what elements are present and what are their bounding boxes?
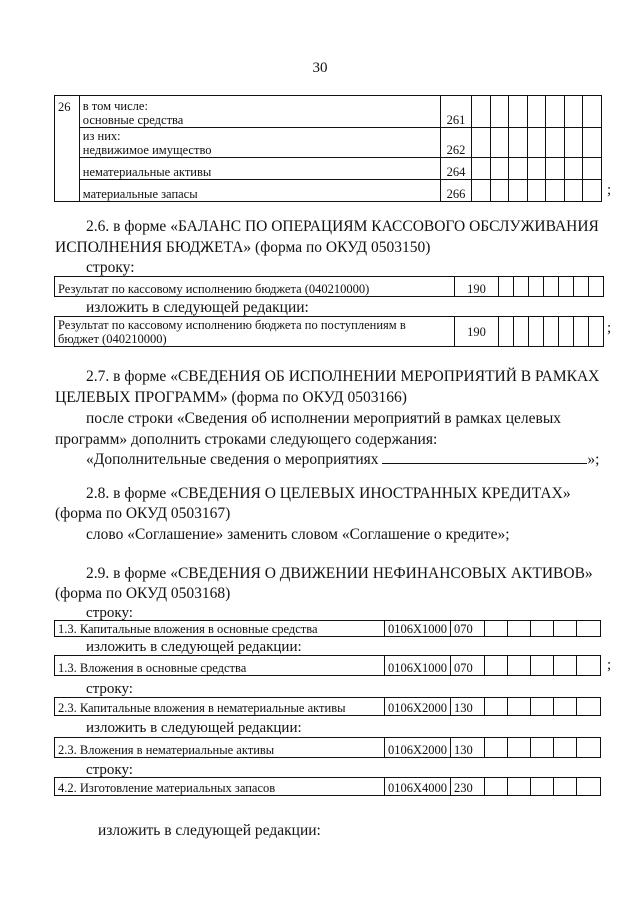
section-2-8-body: слово «Соглашение» заменить словом «Соглашение о кредите»; (86, 526, 510, 543)
row-label-main: основные средства (82, 113, 184, 127)
row-label-prefix: из них: (82, 129, 121, 143)
row-label-line: бюджет (040210000) (58, 332, 167, 346)
izlozhit-label: изложить в следующей редакции: (86, 639, 302, 655)
row-code: 261 (440, 96, 471, 128)
section-2-7-body: после строки «Сведения об исполнении мероприятий в рамках целевых (86, 410, 561, 427)
section-2-9-heading-cont: (форма по ОКУД 0503168) (55, 585, 231, 602)
section-2-7-heading: 2.7. в форме «СВЕДЕНИЯ ОБ ИСПОЛНЕНИИ МЕРОПРИЯТИЙ В РАМКАХ (86, 368, 600, 385)
row-code1: 0106Х2000 (385, 698, 451, 716)
row-label-main: недвижимое имущество (82, 143, 212, 157)
end-mark: ; (607, 182, 612, 198)
row-label (55, 317, 455, 347)
izlozhit-label: изложить в следующей редакции: (86, 299, 309, 316)
row-label: 1.3. Капитальные вложения в основные средства (55, 621, 385, 637)
s29-row-5 (54, 777, 601, 796)
row-code: 266 (440, 180, 471, 202)
section-2-8-heading: 2.8. в форме «СВЕДЕНИЯ О ЦЕЛЕВЫХ ИНОСТРАННЫХ КРЕДИТАХ» (86, 485, 571, 502)
section-2-7-heading-cont: ЦЕЛЕВЫХ ПРОГРАММ» (форма по ОКУД 0503166) (55, 389, 407, 406)
s26-old-row (54, 276, 604, 297)
top-table (54, 95, 602, 202)
s29-row-2 (54, 655, 601, 676)
row-code: 262 (440, 128, 471, 158)
s29-row-4 (54, 737, 601, 758)
row-code: 264 (440, 158, 471, 180)
stroku-label: строку: (86, 762, 133, 778)
table-row-label (79, 128, 440, 158)
section-2-6-heading: 2.6. в форме «БАЛАНС ПО ОПЕРАЦИЯМ КАССОВОГО ОБСЛУЖИВАНИЯ (86, 218, 599, 235)
section-2-7-quote (86, 449, 599, 470)
page-number: 30 (312, 60, 328, 76)
table-row-label: нематериальные активы (79, 158, 440, 180)
section-2-8-heading-cont: (форма по ОКУД 0503167) (55, 505, 231, 522)
stroku-label: строку: (86, 605, 133, 621)
blank-line (382, 449, 587, 464)
row-label: 1.3. Вложения в основные средства (55, 656, 385, 676)
stroku-label: строку: (86, 681, 133, 697)
table-row-label (79, 96, 440, 128)
end-mark: ; (607, 320, 612, 336)
s26-new-row (54, 316, 604, 347)
row-code2: 070 (451, 621, 485, 637)
row-code1: 0106Х1000 (385, 656, 451, 676)
row-label-prefix: в том числе: (82, 99, 148, 113)
row-label: 4.2. Изготовление материальных запасов (55, 778, 385, 796)
row-code1: 0106Х4000 (385, 778, 451, 796)
section-2-6-heading-cont: ИСПОЛНЕНИЯ БЮДЖЕТА» (форма по ОКУД 0503150) (55, 239, 431, 256)
row-code: 190 (455, 277, 499, 297)
row-label: 2.3. Вложения в нематериальные активы (55, 738, 385, 758)
section-2-7-body-cont: программ» дополнить строками следующего содержания: (55, 431, 438, 448)
stroku-label: строку: (86, 259, 135, 276)
final-izlozhit: изложить в следующей редакции: (98, 822, 321, 839)
section-2-9-heading: 2.9. в форме «СВЕДЕНИЯ О ДВИЖЕНИИ НЕФИНАНСОВЫХ АКТИВОВ» (86, 565, 593, 582)
row-code: 190 (455, 317, 499, 347)
table-row-label: материальные запасы (79, 180, 440, 202)
row-code1: 0106Х1000 (385, 621, 451, 637)
row-code2: 130 (451, 698, 485, 716)
row-code2: 230 (451, 778, 485, 796)
row-label: Результат по кассовому исполнению бюджета (040210000) (55, 277, 455, 297)
row-code1: 0106Х2000 (385, 738, 451, 758)
row-number: 26 (55, 96, 80, 202)
row-code2: 130 (451, 738, 485, 758)
row-label-line: Результат по кассовому исполнению бюджета по поступлениям в (58, 318, 406, 332)
end-mark: ; (607, 657, 612, 673)
row-code2: 070 (451, 656, 485, 676)
row-label: 2.3. Капитальные вложения в нематериальные активы (55, 698, 385, 716)
s29-row-1 (54, 620, 601, 637)
quote-start: «Дополнительные сведения о мероприятиях (86, 451, 379, 468)
quote-end: »; (587, 451, 600, 468)
izlozhit-label: изложить в следующей редакции: (86, 720, 302, 736)
s29-row-3 (54, 697, 601, 716)
